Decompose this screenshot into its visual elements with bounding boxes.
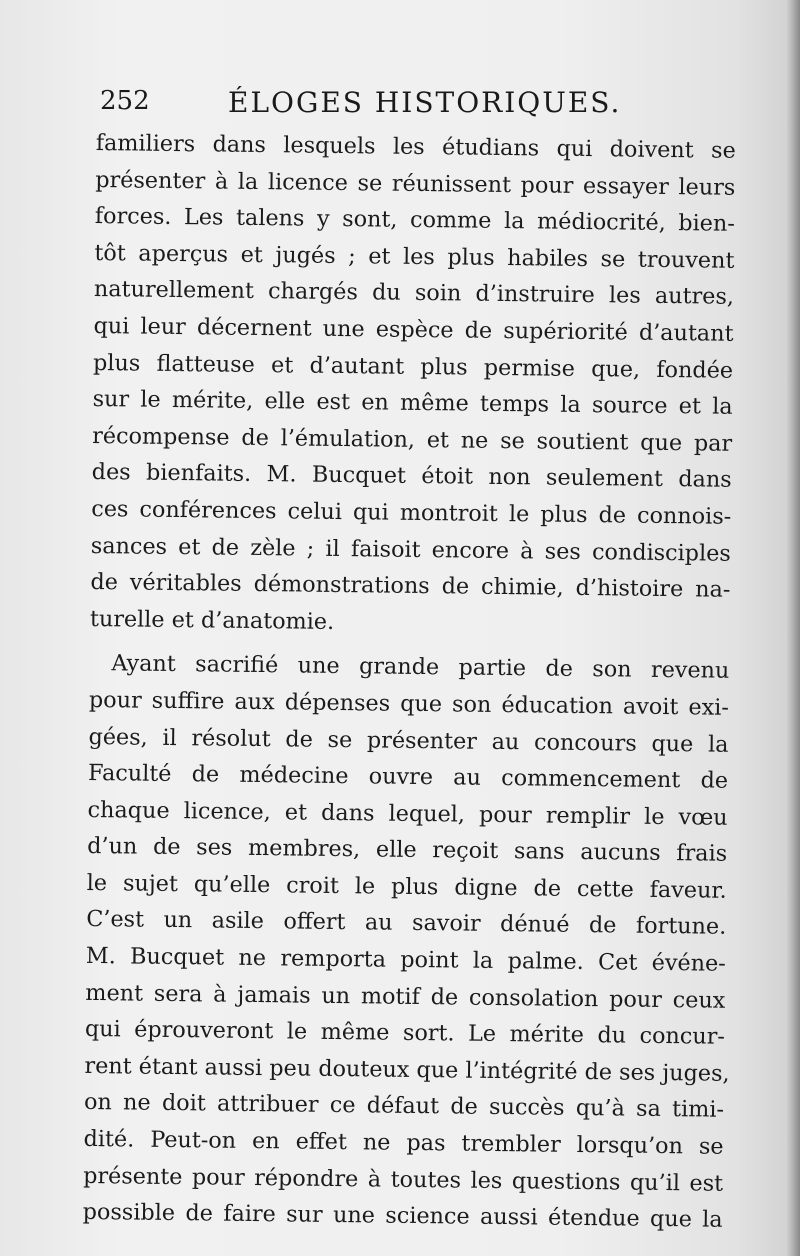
text-line: présenter à la licence se réunissent pour essayer leurs	[95, 166, 736, 201]
text-line: forces. Les talens y sont, comme la médiocrité, bien-	[94, 203, 735, 237]
text-line: familiers dans lesquels les étudians qui doivent se	[95, 129, 736, 164]
text-line: dité. Peut-on en effet ne pas trembler lorsqu’on se	[83, 1125, 724, 1160]
text-line: des bienfaits. M. Bucquet étoit non seulement dans	[91, 459, 732, 494]
text-line: pour suffire aux dépenses que son éducation avoit exi-	[88, 686, 730, 721]
text-line: qui éprouveront le même sort. Le mérite du concur-	[84, 1016, 726, 1051]
text-line: M. Bucquet ne remporta point la palme. Cet événe-	[85, 943, 726, 977]
text-line: gées, il résolut de se présenter au concours que la	[88, 723, 729, 758]
running-head	[100, 86, 720, 126]
text-line: turelle et d’anatomie.	[89, 605, 335, 635]
text-line: sances et de zèle ; il faisoit encore à ses condisciples	[90, 532, 731, 567]
text-line: récompense de l’émulation, et ne se soutient que par	[92, 422, 733, 457]
text-line: possible de faire sur une science aussi étendue que la	[82, 1199, 723, 1233]
text-line: ces conférences celui qui montroit le plus de connois-	[91, 495, 732, 530]
text-line: d’un de ses membres, elle reçoit sans aucuns frais	[87, 833, 728, 868]
page-edge-shadow	[786, 0, 800, 1256]
text-line: on ne doit attribuer ce défaut de succès qu’à sa timi-	[83, 1089, 725, 1124]
text-line: qui leur décernent une espèce de supériorité d’autant	[93, 312, 734, 347]
running-title: ÉLOGES HISTORIQUES.	[228, 86, 622, 119]
text-line: présente pour répondre à toutes les questions qu’il est	[83, 1162, 724, 1197]
paragraph-2	[82, 645, 729, 1238]
text-line: plus flatteuse et d’autant plus permise que, fondée	[92, 349, 734, 384]
page-number: 252	[100, 86, 150, 116]
text-line: Ayant sacrifié une grande partie de son revenu	[111, 650, 730, 685]
text-line: C’est un asile offert au savoir dénué de fortune.	[86, 906, 727, 941]
text-line: naturellement chargés du soin d’instruire les autres,	[93, 276, 735, 311]
text-line: le sujet qu’elle croit le plus digne de cette faveur.	[86, 869, 727, 904]
text-line: tôt aperçus et jugés ; et les plus habiles se trouvent	[94, 239, 735, 274]
text-line: rent étant aussi peu douteux que l’intégrité de ses juges,	[84, 1052, 730, 1087]
text-line: sur le mérite, elle est en même temps la source et la	[92, 386, 733, 420]
text-line: Faculté de médecine ouvre au commencement de	[87, 760, 729, 794]
text-line: chaque licence, et dans lequel, pour remplir le vœu	[87, 796, 728, 831]
body-text	[82, 125, 735, 1239]
text-line: de véritables démonstrations de chimie, d’histoire na-	[90, 569, 731, 603]
text-line: ment sera à jamais un motif de consolation pour ceux	[85, 979, 726, 1014]
paragraph-1	[90, 125, 736, 645]
